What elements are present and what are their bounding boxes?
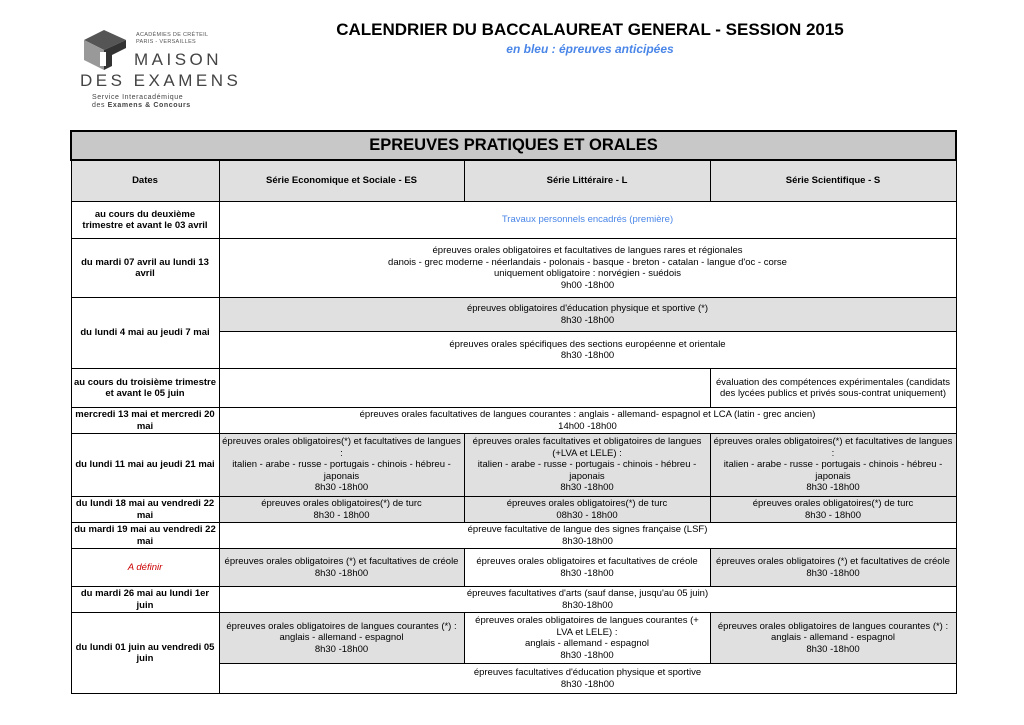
row-date: au cours du deuxième trimestre et avant le 03 avril: [71, 202, 219, 239]
row-content-all: [219, 408, 956, 434]
row-date: du mardi 26 mai au lundi 1er juin: [71, 587, 219, 613]
table-row: [71, 239, 956, 298]
logo-tagline-1: ACADÉMIES DE CRÉTEIL: [136, 32, 209, 38]
row-line: 8h30-18h00: [562, 599, 613, 611]
logo-cube-icon: [82, 28, 128, 72]
row-line: 8h30-18h00: [562, 535, 613, 547]
logo-service-text: [92, 94, 191, 110]
col-header-es: Série Economique et Sociale - ES: [219, 160, 464, 202]
logo-service-2b: Examens & Concours: [107, 102, 191, 109]
row-content-all: Travaux personnels encadrés (première): [219, 202, 956, 239]
row-content-es: [219, 434, 464, 497]
schedule-table: [70, 130, 957, 694]
row-content-s: [710, 613, 956, 664]
row-line: anglais - allemand - espagnol: [524, 638, 650, 649]
row-line: épreuves orales facultatives et obligatoires de langues (+LVA et LELE) :: [472, 436, 702, 459]
row-content-s: [710, 434, 956, 497]
table-row: [71, 549, 956, 587]
row-content-all: [219, 332, 956, 369]
row-content-es: [219, 613, 464, 664]
row-line: 9h00 -18h00: [560, 279, 615, 291]
row-line: 8h30 -18h00: [560, 482, 614, 494]
table-row: [71, 202, 956, 239]
row-line: épreuves orales obligatoires(*) de turc: [506, 498, 668, 509]
row-line: 8h30 -18h00: [560, 567, 614, 579]
row-line: 8h30 -18h00: [806, 643, 860, 655]
row-line: épreuves orales obligatoires (*) et facultatives de créole: [224, 556, 459, 567]
row-line: 8h30 - 18h00: [805, 509, 861, 521]
row-line: épreuves orales obligatoires de langues courantes (+ LVA et LELE) :: [475, 615, 699, 638]
row-line: 8h30 -18h00: [806, 482, 860, 494]
logo-word-examens: DES EXAMENS: [80, 71, 242, 90]
row-line: 8h30 -18h00: [314, 643, 369, 655]
logo-tagline-2: PARIS - VERSAILLES: [136, 39, 197, 45]
row-line: épreuves orales obligatoires(*) de turc: [752, 498, 914, 509]
table-row: [71, 523, 956, 549]
row-line: épreuves orales obligatoires(*) de turc: [261, 498, 422, 509]
row-line: 8h30 -18h00: [560, 678, 615, 690]
row-date: du lundi 4 mai au jeudi 7 mai: [71, 298, 219, 369]
row-content-all: [219, 239, 956, 298]
maison-des-examens-logo: [80, 26, 240, 116]
row-line: 8h30 -18h00: [560, 649, 614, 661]
row-line: épreuves orales facultatives de langues courantes : anglais - allemand- espagnol et LCA (latin - grec ancien): [359, 409, 816, 420]
logo-tagline: [136, 32, 208, 46]
row-line: épreuves orales obligatoires(*) et facultatives de langues :: [713, 436, 953, 459]
row-content-all: [219, 523, 956, 549]
row-date: du mardi 19 mai au vendredi 22 mai: [71, 523, 219, 549]
row-content-s: évaluation des compétences expérimentales (candidats des lycées publics et privés sous-contrat uniquement): [710, 369, 956, 408]
table-row: [71, 434, 956, 497]
row-line: 8h30 - 18h00: [313, 509, 370, 521]
table-row: [71, 408, 956, 434]
row-empty: [219, 369, 710, 408]
row-content-all: [219, 664, 956, 694]
row-line: épreuve facultative de langue des signes française (LSF): [467, 524, 708, 535]
row-date: du lundi 01 juin au vendredi 05 juin: [71, 613, 219, 694]
row-line: épreuves orales obligatoires de langues courantes (*) : anglais - allemand - espagnol: [717, 620, 949, 644]
row-content-l: [464, 613, 710, 664]
row-date: au cours du troisième trimestre et avant le 05 juin: [71, 369, 219, 408]
table-row: [71, 298, 956, 332]
row-content-l: [464, 497, 710, 523]
row-content-all: [219, 587, 956, 613]
row-content-es: [219, 497, 464, 523]
row-line: 08h30 - 18h00: [556, 509, 618, 521]
row-line: épreuves orales obligatoires et facultatives de créole: [476, 556, 698, 567]
row-line: épreuves obligatoires d'éducation physique et sportive (*): [466, 303, 709, 314]
row-line: épreuves facultatives d'arts (sauf danse, jusqu'au 05 juin): [466, 588, 709, 599]
row-date: mercredi 13 mai et mercredi 20 mai: [71, 408, 219, 434]
row-date: du lundi 11 mai au jeudi 21 mai: [71, 434, 219, 497]
row-content-l: [464, 549, 710, 587]
row-line: épreuves orales obligatoires (*) et facultatives de créole: [716, 556, 950, 567]
row-date: du lundi 18 mai au vendredi 22 mai: [71, 497, 219, 523]
row-content-s: [710, 497, 956, 523]
row-line: italien - arabe - russe - portugais - chinois - hébreu - japonais: [477, 459, 697, 482]
page-title: CALENDRIER DU BACCALAUREAT GENERAL - SESSION 2015: [336, 20, 844, 39]
col-header-l: Série Littéraire - L: [464, 160, 710, 202]
logo-service-1: Service Interacadémique: [92, 94, 184, 101]
row-content-es: [219, 549, 464, 587]
row-content-s: [710, 549, 956, 587]
row-line: uniquement obligatoire : norvégien - suédois: [494, 268, 681, 279]
table-heading: EPREUVES PRATIQUES ET ORALES: [71, 131, 956, 160]
page-subtitle: en bleu : épreuves anticipées: [506, 42, 674, 56]
row-line: italien - arabe - russe - portugais - chinois - hébreu - japonais: [723, 459, 943, 482]
row-line: danois - grec moderne - néerlandais - polonais - basque - breton - catalan - langue d'oc - corse: [388, 256, 787, 268]
col-header-dates: Dates: [71, 160, 219, 202]
row-line: 8h30 -18h00: [806, 567, 860, 579]
row-line: 8h30 -18h00: [560, 314, 615, 326]
row-date: du mardi 07 avril au lundi 13 avril: [71, 239, 219, 298]
row-line: 8h30 -18h00: [314, 482, 369, 494]
row-line: 14h00 -18h00: [558, 420, 617, 432]
row-content-all: [219, 298, 956, 332]
table-row: [71, 587, 956, 613]
table-row: [71, 497, 956, 523]
table-row: [71, 369, 956, 408]
row-line: épreuves orales spécifiques des sections européenne et orientale: [449, 338, 726, 350]
row-line: italien - arabe - russe - portugais - chinois - hébreu - japonais: [232, 459, 451, 482]
col-header-s: Série Scientifique - S: [710, 160, 956, 202]
table-row: [71, 613, 956, 664]
logo-word-maison: MAISON: [134, 50, 223, 69]
row-line: 8h30 -18h00: [560, 350, 615, 361]
logo-service-2a: des: [92, 102, 108, 109]
row-content-l: [464, 434, 710, 497]
row-line: épreuves orales obligatoires de langues courantes (*) : anglais - allemand - espagnol: [226, 620, 457, 644]
row-line: 8h30 -18h00: [314, 567, 369, 579]
row-date: A définir: [71, 549, 219, 587]
row-line: épreuves orales obligatoires et facultatives de langues rares et régionales: [432, 245, 743, 256]
row-line: épreuves facultatives d'éducation physique et sportive: [473, 667, 702, 678]
row-line: épreuves orales obligatoires(*) et facultatives de langues :: [222, 436, 461, 459]
